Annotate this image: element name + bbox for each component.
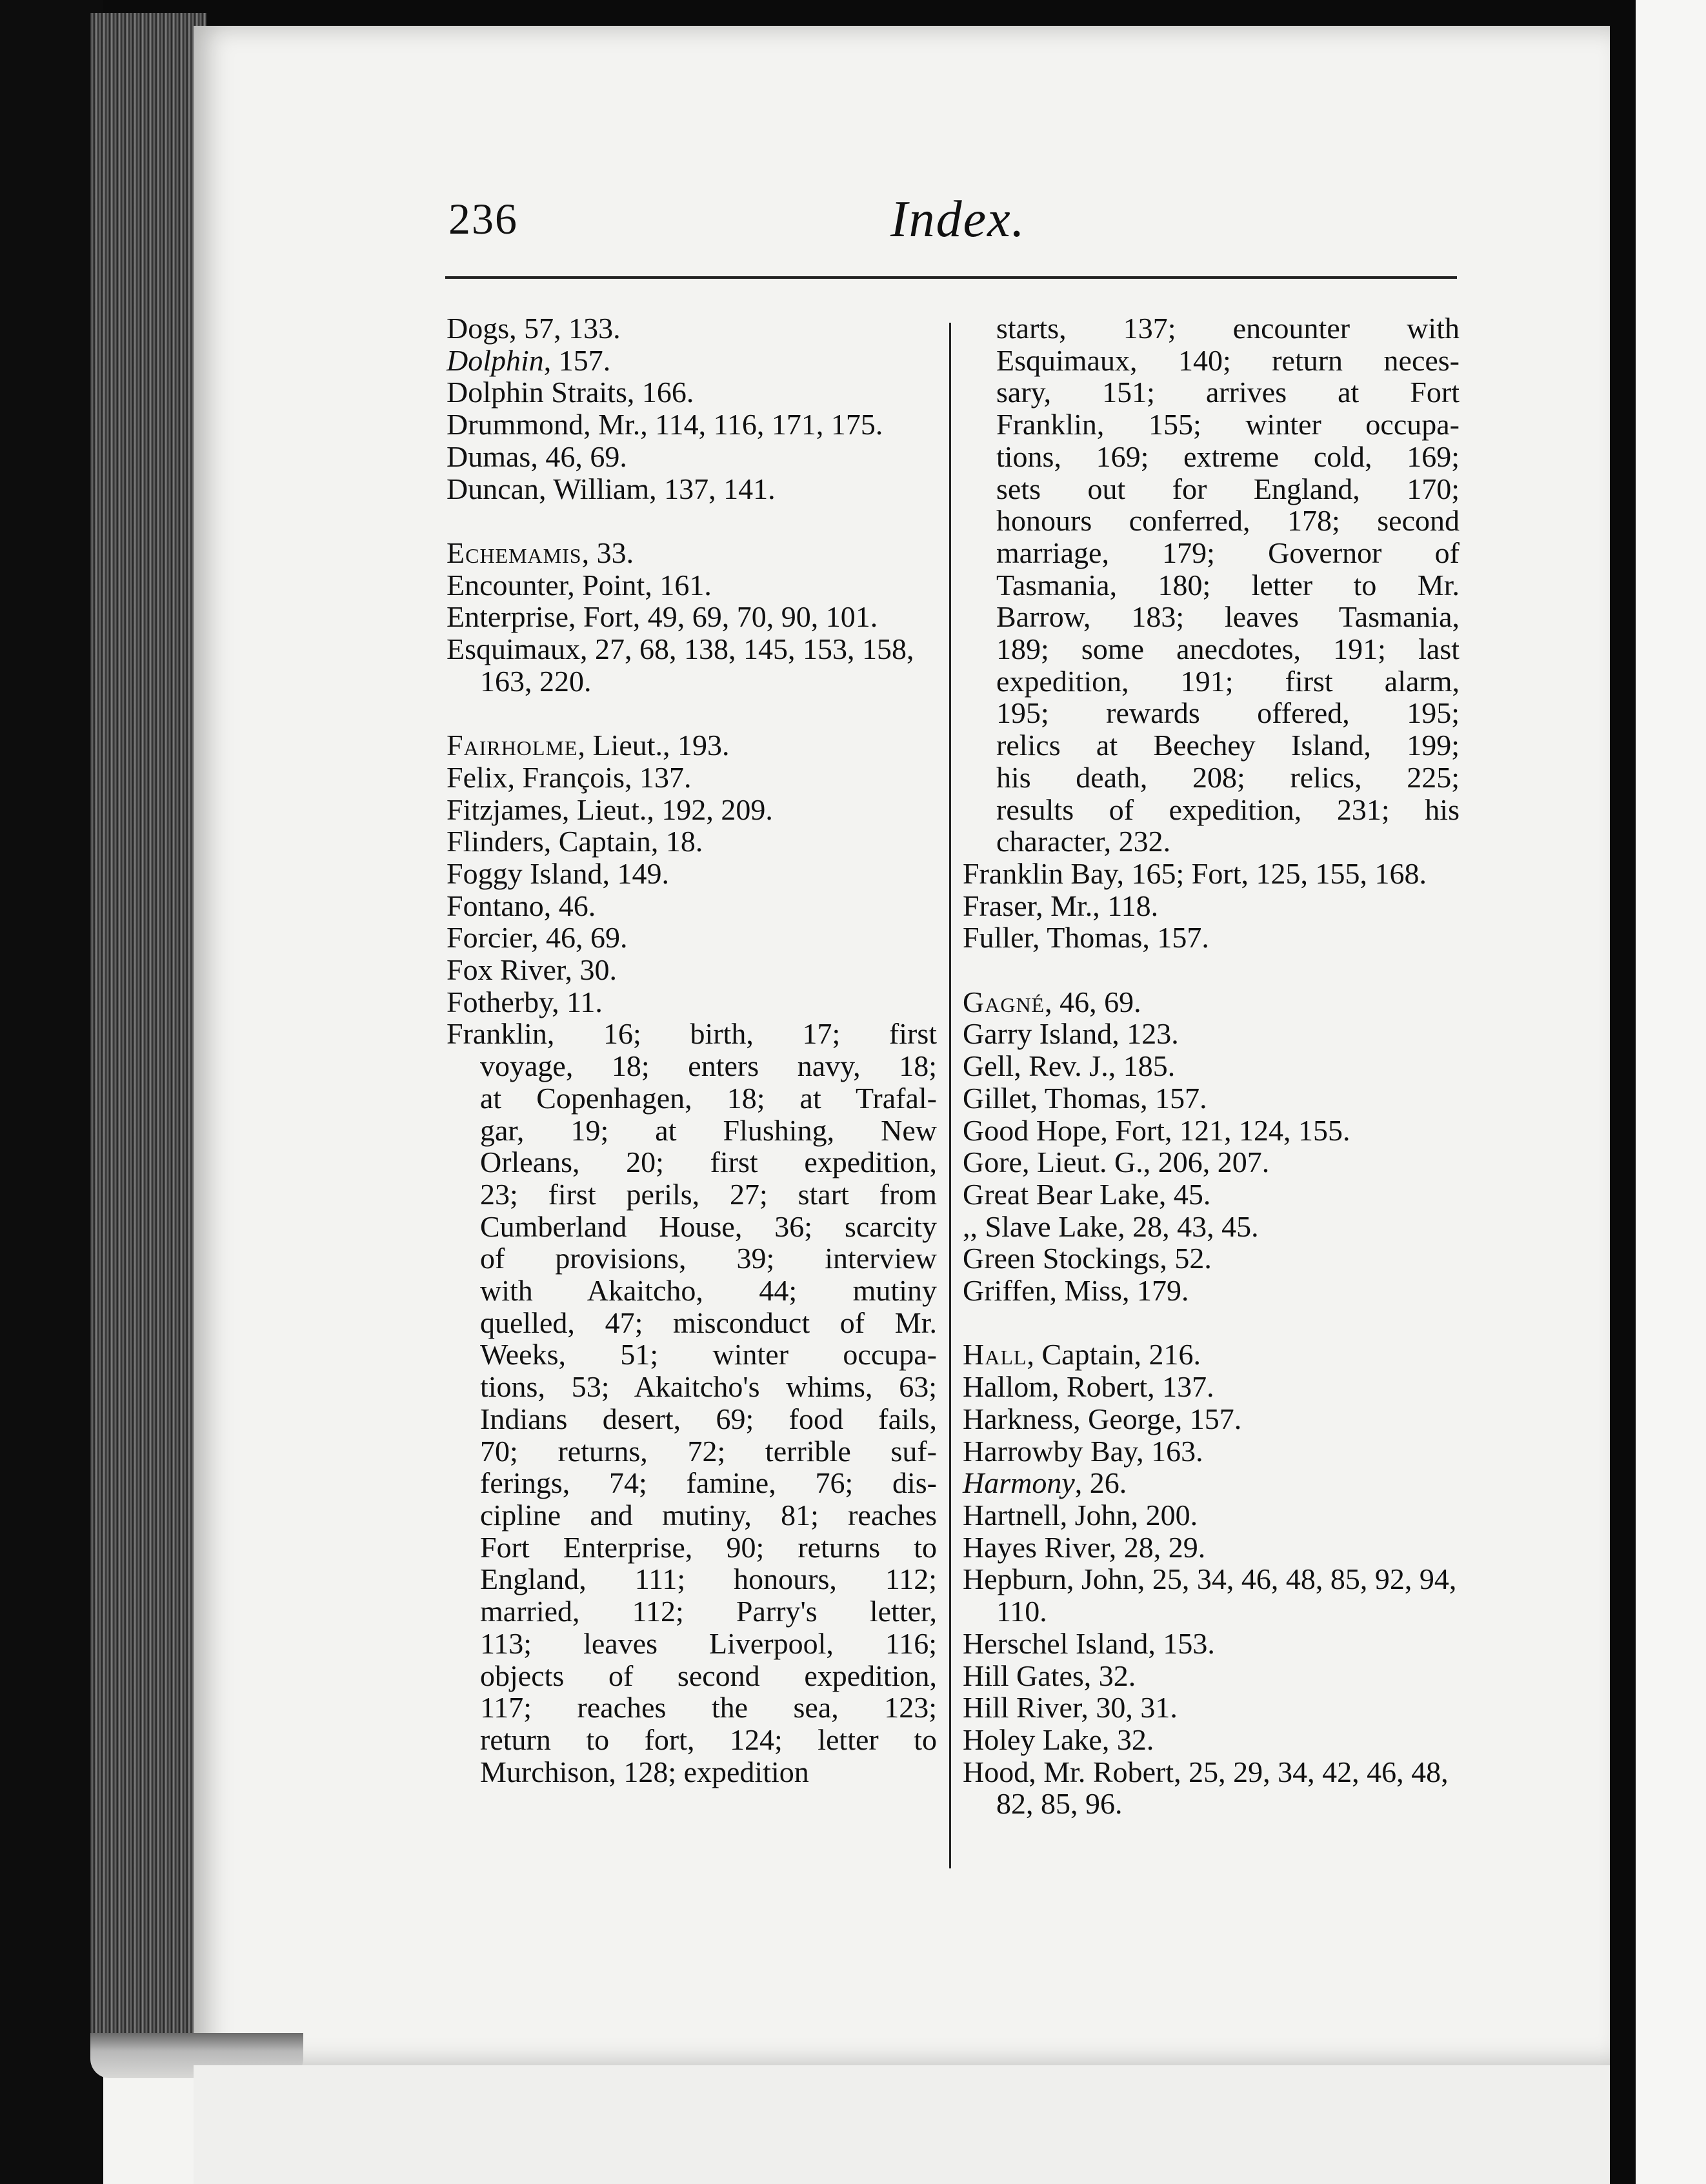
index-entry: Dumas, 46, 69. — [447, 440, 627, 473]
entry-text: , 33. — [581, 536, 634, 569]
entry-line: of provisions, 39; interview — [480, 1242, 937, 1275]
entry-heading-smallcaps: Fairholme — [447, 729, 578, 762]
entry-line: character, 232. — [996, 825, 1171, 858]
page-bottom-margin — [194, 2065, 1613, 2184]
entry-line: 195; rewards offered, 195; — [996, 696, 1460, 730]
index-entry: Forcier, 46, 69. — [447, 921, 628, 955]
index-entry: Encounter, Point, 161. — [447, 568, 712, 602]
entry-line: results of expedition, 231; his — [996, 793, 1460, 826]
entry-heading-italic: Dolphin — [447, 343, 544, 377]
index-entry: Holey Lake, 32. — [963, 1723, 1154, 1756]
entry-line: ferings, 74; famine, 76; dis- — [480, 1466, 937, 1500]
entry-line: Franklin, 16; birth, 17; first — [447, 1017, 937, 1051]
entry-line: Murchison, 128; expedition — [480, 1755, 809, 1788]
entry-text: , 46, 69. — [1045, 985, 1141, 1018]
index-entry: Garry Island, 123. — [963, 1017, 1179, 1051]
index-entry: Gell, Rev. J., 185. — [963, 1049, 1176, 1083]
franklin-entry-continuation — [963, 312, 1460, 858]
index-entry — [963, 1339, 1460, 1371]
header-rule — [445, 276, 1457, 279]
page-edge-stack — [90, 13, 206, 2052]
entry-line: sary, 151; arrives at Fort — [996, 376, 1460, 409]
entry-heading-smallcaps: Hall — [963, 1338, 1027, 1371]
entry-line: gar, 19; at Flushing, New — [480, 1113, 937, 1147]
index-entry: Fuller, Thomas, 157. — [963, 921, 1209, 955]
entry-line: 189; some anecdotes, 191; last — [996, 632, 1460, 666]
page-number: 236 — [448, 194, 518, 243]
index-entry: Hayes River, 28, 29. — [963, 1530, 1206, 1564]
entry-text: , Lieut., 193. — [577, 729, 730, 762]
index-entry: Fraser, Mr., 118. — [963, 889, 1159, 922]
index-entry: Franklin Bay, 165; Fort, 125, 155, 168. — [963, 856, 1427, 890]
left-column — [447, 312, 937, 1788]
index-entry — [447, 345, 937, 377]
index-entry: Griffen, Miss, 179. — [963, 1274, 1189, 1308]
scan-border-left — [0, 0, 103, 2184]
entry-line: starts, 137; encounter with — [996, 312, 1460, 345]
index-entry: Great Bear Lake, 45. — [963, 1177, 1211, 1211]
entry-line: sets out for England, 170; — [996, 472, 1460, 505]
index-entry: Harkness, George, 157. — [963, 1402, 1242, 1435]
entry-line: England, 111; honours, 112; — [480, 1562, 937, 1596]
index-entry: Herschel Island, 153. — [963, 1626, 1215, 1660]
entry-heading-italic: Harmony — [963, 1466, 1075, 1500]
entry-line: 23; first perils, 27; start from — [480, 1177, 937, 1211]
index-entry: Hallom, Robert, 137. — [963, 1370, 1214, 1404]
index-entry: Harrowby Bay, 163. — [963, 1434, 1203, 1468]
index-entry: Felix, François, 137. — [447, 760, 692, 794]
entry-line: marriage, 179; Governor of — [996, 536, 1460, 569]
column-divider — [949, 323, 951, 1868]
index-entry: Dogs, 57, 133. — [447, 312, 621, 345]
index-entry — [963, 1467, 1460, 1499]
franklin-entry — [447, 1018, 937, 1788]
entry-line: tions, 169; extreme cold, 169; — [996, 440, 1460, 473]
entry-line: at Copenhagen, 18; at Trafal- — [480, 1081, 937, 1115]
section-gap — [447, 505, 937, 537]
section-gap — [963, 1307, 1460, 1339]
index-entry: Flinders, Captain, 18. — [447, 825, 703, 858]
index-entry: Good Hope, Fort, 121, 124, 155. — [963, 1113, 1350, 1147]
entry-line: honours conferred, 178; second — [996, 504, 1460, 538]
entry-line: married, 112; Parry's letter, — [480, 1595, 937, 1628]
entry-line: 70; returns, 72; terrible suf- — [480, 1434, 937, 1468]
index-entry: Gore, Lieut. G., 206, 207. — [963, 1146, 1270, 1179]
index-entry: Fox River, 30. — [447, 953, 617, 987]
entry-line: return to fort, 124; letter to — [480, 1723, 937, 1756]
entry-line: 117; reaches the sea, 123; — [480, 1691, 937, 1724]
entry-line: Esquimaux, 140; return neces- — [996, 343, 1460, 377]
index-entry: Hepburn, John, 25, 34, 46, 48, 85, 92, 94, 110. — [963, 1562, 1457, 1628]
index-entry: Esquimaux, 27, 68, 138, 145, 153, 158, 163, 220. — [447, 632, 914, 698]
index-entry: Enterprise, Fort, 49, 69, 70, 90, 101. — [447, 600, 878, 634]
entry-line: 113; leaves Liverpool, 116; — [480, 1626, 937, 1660]
right-index-entries — [963, 858, 1460, 1820]
section-gap — [963, 954, 1460, 986]
index-entry — [447, 729, 937, 762]
index-entry: Gillet, Thomas, 157. — [963, 1081, 1207, 1115]
entry-line: his death, 208; relics, 225; — [996, 760, 1460, 794]
section-gap — [447, 697, 937, 729]
index-entry — [963, 986, 1460, 1018]
entry-line: objects of second expedition, — [480, 1659, 937, 1692]
index-entry: Fitzjames, Lieut., 192, 209. — [447, 793, 773, 826]
entry-line: expedition, 191; first alarm, — [996, 664, 1460, 698]
index-entry: Hood, Mr. Robert, 25, 29, 34, 42, 46, 48, 82, 85, 96. — [963, 1755, 1449, 1821]
entry-line: with Akaitcho, 44; mutiny — [480, 1274, 937, 1308]
entry-line: cipline and mutiny, 81; reaches — [480, 1498, 937, 1532]
index-entry: Green Stockings, 52. — [963, 1242, 1212, 1275]
facing-page-edge — [1636, 0, 1706, 2184]
index-entry: Hill River, 30, 31. — [963, 1691, 1178, 1724]
index-entry: Drummond, Mr., 114, 116, 171, 175. — [447, 408, 883, 441]
entry-text: , Captain, 216. — [1027, 1338, 1201, 1371]
entry-line: quelled, 47; misconduct of Mr. — [480, 1306, 937, 1339]
entry-line: Tasmania, 180; letter to Mr. — [996, 568, 1460, 602]
right-column — [963, 312, 1460, 1820]
entry-line: voyage, 18; enters navy, 18; — [480, 1049, 937, 1083]
entry-line: Cumberland House, 36; scarcity — [480, 1209, 937, 1243]
running-head: Index. — [890, 191, 1026, 248]
entry-line: Indians desert, 69; food fails, — [480, 1402, 937, 1435]
entry-line: tions, 53; Akaitcho's whims, 63; — [480, 1370, 937, 1404]
index-entry — [447, 537, 937, 569]
index-entry: Dolphin Straits, 166. — [447, 376, 694, 409]
index-entry: Foggy Island, 149. — [447, 856, 669, 890]
entry-line: Franklin, 155; winter occupa- — [996, 408, 1460, 441]
entry-text: , 26. — [1074, 1466, 1127, 1500]
entry-line: Barrow, 183; leaves Tasmania, — [996, 600, 1460, 634]
index-entry: Fotherby, 11. — [447, 985, 603, 1018]
entry-line: Orleans, 20; first expedition, — [480, 1146, 937, 1179]
index-entry: Duncan, William, 137, 141. — [447, 472, 776, 505]
index-entry: ,, Slave Lake, 28, 43, 45. — [963, 1209, 1259, 1243]
index-entry: Hill Gates, 32. — [963, 1659, 1136, 1692]
entry-heading-smallcaps: Echemamis — [447, 536, 582, 569]
index-entry: Fontano, 46. — [447, 889, 596, 922]
entry-text: , 157. — [543, 343, 611, 377]
index-entry: Hartnell, John, 200. — [963, 1498, 1198, 1532]
entry-line: Weeks, 51; winter occupa- — [480, 1338, 937, 1371]
entry-line: Fort Enterprise, 90; returns to — [480, 1530, 937, 1564]
gutter-shadow — [1610, 0, 1636, 2184]
scan-border-top — [0, 0, 1706, 26]
left-index-entries — [447, 312, 937, 1018]
entry-heading-smallcaps: Gagné — [963, 985, 1045, 1018]
entry-line: relics at Beechey Island, 199; — [996, 729, 1460, 762]
